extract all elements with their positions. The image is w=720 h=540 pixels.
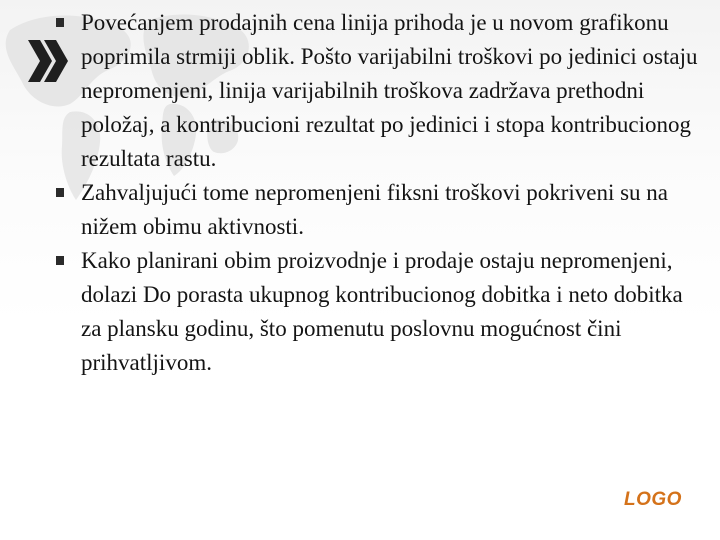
bullet-item-1 [56,6,706,176]
bullet-text-1: Povećanjem prodajnih cena linija prihoda je u novom grafikonu poprimila strmiji oblik. Pošto varijabilni troškovi po jedinici ostaju nepromenjeni, linija varijabilnih troškova zadržava prethodni položaj, a kontribucioni rezultat po jedinici i stopa kontribucionog rezultata rastu. [81,10,698,171]
bullet-square-icon [56,188,64,197]
bullet-square-icon [56,256,64,265]
bullet-item-3 [56,244,706,380]
bullet-item-2 [56,176,706,244]
bullet-square-icon [56,18,64,27]
bullet-text-3: Kako planirani obim proizvodnje i prodaje ostaju nepromenjeni, dolazi Do porasta ukupnog kontribucionog dobitka i neto dobitka za plansku godinu, što pomenutu poslovnu mogućnost čini prihvatljivom. [81,248,683,375]
bullet-text-2: Zahvaljujući tome nepromenjeni fiksni troškovi pokriveni su na nižem obimu aktivnosti. [81,180,669,239]
bullet-list [56,6,706,380]
logo: LOGO [624,489,682,510]
